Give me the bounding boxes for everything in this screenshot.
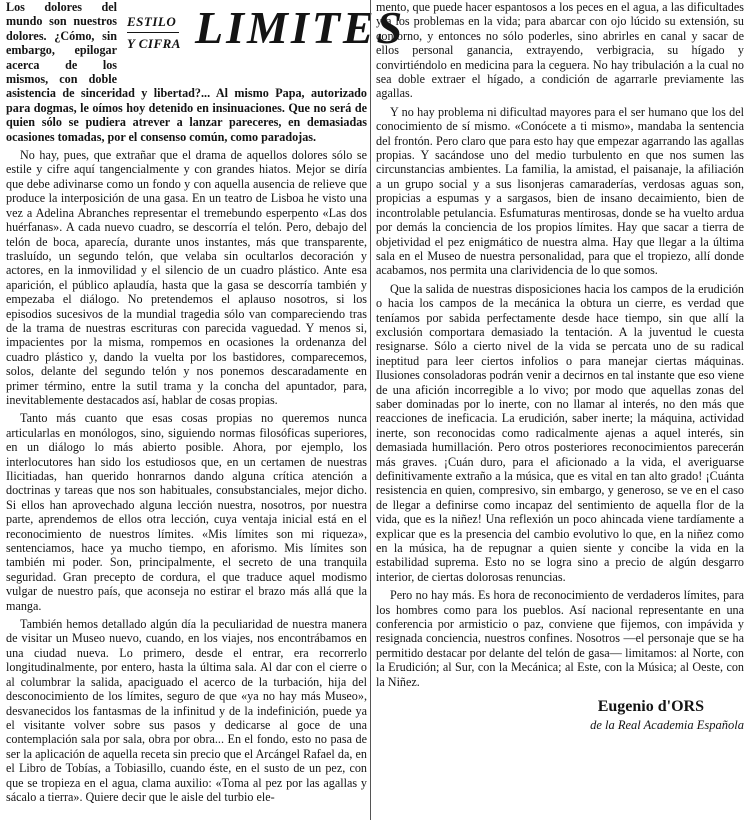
kicker-line-2: Y CIFRA	[127, 36, 181, 51]
paragraph-6: Y no hay problema ni dificultad mayores para el ser humano que los del conocimiento de sí mismo. «Conócete a ti mismo», mandaba la sentencia del frontón. Pero claro que para esto hay que empezar agarrando las agallas propias. Y sacándose uno del medio turbulento en que nos sumen las circunstancias ambientes. La familia, la amistad, el paisanaje, la afiliación a un grupo social y a sus lisonjeras camaraderías, verdosas aguas son, propicias a espumas y a sargasos, bien de insano decaimiento, bien de incontrolable petulancia. Esfumaturas mentirosas, donde se ha vuelto ardua por demás la conciencia de los propios límites. Hay que sacar a tierra de objetividad el pez enigmático de nuestra alma. Hay que llegar a la última sala en el Museo de nuestra personalidad, para que el tropiezo, allí donde acabamos, nos permita una clarividencia de lo que somos.	[376, 104, 744, 278]
kicker-line-1: ESTILO	[127, 14, 177, 29]
paragraph-3: Tanto más cuanto que esas cosas propias no queremos nunca articularlas en monólogos, sino, siguiendo normas filosóficas superiores, en un diálogo lo más abierto posible. Ahora, por ejemplo, los interlocutores han sido los estudiosos que, en un certamen de nuestras Ilicitiadas, han querido honrarnos dando alguna crítica atención a doctrinas y tareas que nos son habituales, consubstanciales, mejor dicho. Si ellos han aprovechado alguna lección nuestra, nosotros, por nuestra parte, aprendemos de ellos otra lección, cuya ventaja inicial está en el reconocimiento de nuestros límites. «Mis límites son mi riqueza», sentenciamos, hace ya mucho tiempo, en aforismo. Mis límites son también mi poder. Son, principalmente, el secreto de una tranquila seguridad. Gran precepto de cordura, el que traduce aquel modismo vulgar de nuestro país, que aconseja no estirar el brazo más allá que la manga.	[6, 411, 367, 613]
column-divider	[370, 0, 371, 820]
headline: LIMITES	[195, 2, 406, 53]
section-kicker	[127, 14, 181, 51]
paragraph-1: Los dolores del mundo son nuestros dolores. ¿Cómo, sin embargo, epilogar acerca de los mismos, con doble asistencia de sinceridad y libertad?... Al mismo Papa, autorizado para dogmas, le oímos hoy detenido en insinuaciones. Que no será de quien sólo se pudiera atrever a lanzar pareceres, en demasiadas ocasiones tomadas, por el consenso común, como paradojas.	[6, 0, 367, 144]
signature-block	[376, 697, 744, 733]
paragraph-7: Que la salida de nuestras disposiciones hacia los campos de la erudición o hacia los campos de la mecánica la obtura un cierre, es verdad que teníamos por sabida perfectamente desde hace tiempo, sin que allí la exclusión comportara demasiado la tentación. A la juventud le cuesta resignarse. Sólo a cierto nivel de la vida se percata uno de su radical ineptitud para leer ciertos infolios o para manejar ciertas máquinas. Ilusiones consoladoras podrán venir a decirnos en tal instante que eso viene de una afición incorregible a lo vivo; por modo que aquellas zonas del saber dominadas por lo inerte, con no llamar al interés, no den más que reacciones de ineficacia. La erudición, saber inerte; la máquina, actividad inerte, son reconocidas como radicalmente ajenas a aquel interés, sin demasiada humillación. Pero otros posteriores reconocimientos parecerán más graves. ¡Cuán duro, para el aficionado a la vida, el averiguarse definitivamente extraño a la música, que es vital en tan alto grado! ¡Cuánta resistencia en quien, compresivo, sin embargo, y generoso, se ve en el caso de llegar a definirse como incapaz del sentimiento de aquella flor de la vida, que es la niñez! Una reflexión un poco ahincada viene tardíamente a explicar que es la presencia del cambio evolutivo lo que, en la niñez como en la música, ha de repugnar a quien siente y concibe la vida en la estabilidad suprema. Esto no se logra sino a precio de algún desgarro interior, de ciertas dolorosas renuncias.	[376, 281, 744, 584]
paragraph-5: mento, que puede hacer espantosos a los peces en el agua, a las dificultades y a los problemas en la vida; para abarcar con ojo lúcido su extensión, su contorno, y entonces no sólo poderles, sino abrirles en canal y sacar de ellos personal ganancia, extrayendo, verbigracia, su hígado y convirtiéndolo en medicina para la ceguera. No hay tribulación a la cual no sea doble extraer el hígado, a condición de agarrarle previamente las agallas.	[376, 0, 744, 101]
author-affiliation: de la Real Academia Española	[590, 718, 744, 733]
paragraph-8: Pero no hay más. Es hora de reconocimiento de verdaderos límites, para los hombres como para los pueblos. Así nacional representante en una conferencia por armisticio o paz, conviene que fijemos, con impávida y resignada conciencia, nuestros confines. Nosotros —el personaje que se ha permitido destacar por delante del telón de gasa— limitamos: al Norte, con la Erudición; al Sur, con la Mecánica; al Este, con la Música; al Oeste, con la Niñez.	[376, 588, 744, 689]
paragraph-4: También hemos detallado algún día la peculiaridad de nuestra manera de visitar un Museo nuevo, cuando, en los viajes, nos encontrábamos en una ciudad nueva. Lo primero, desde el entrar, era recorrerlo longitudinalmente, por entero, hasta la última sala. Al dar con el cierre o al columbrar la salida, apaciguado el acerco de la turbación, hija del desconocimiento de los límites, seguro de que «ya no hay más Museo», desvanecidos los fantasmas de la infinitud y de la indefinición, puede ya el visitante volver sobre sus pasos y dedicarse al goce de una contemplación sala por sala, obra por obra... En el fondo, esto no pasa de ser la aplicación de aquella receta sin precio que el Arcángel Rafael da, en el Libro de Tobías, a Tobiasillo, cuando éste, en el susto de un pez, con que se tropieza en el agua, clama auxilio: «Toma al pez por las agallas y sácalo a tierra». Quiere decir que le aisle del turbio ele-	[6, 617, 367, 804]
paragraph-2: No hay, pues, que extrañar que el drama de aquellos dolores sólo se estile y cifre aquí tangencialmente y con grandes hiatos. Mejor se diría que debe adivinarse como un fondo y con aquella ausencia de relieve que produce la interposición de una gasa. En un teatro de Lisboa he visto una vez a Adelina Abranches representar el tremebundo esperpento «Las dos huérfanas». A cada nuevo cuadro, se descorría el telón. Pero, debajo del telón de boca, aparecía, durante unos instantes, más que transparente, trasluído, un segundo telón, que velaba sin ocultarlos decoración y actores, en la inmovilidad y el silencio de un cuadro plástico. Ante esa aparición, el público aplaudía, hasta que la gasa se descorría también y empezaba el diálogo. No pretendemos el aplauso nosotros, si los episodios sucesivos de la mundial tragedia sólo van compareciendo tras de la trama de nuestras escrituras con parecida vaguedad. Y menos si, impacientes por la misma, rompemos en ocasiones la ordenanza del cuadro plástico y, dando la vuelta por los bastidores, comparecemos, solos, delante del segundo telón y nos ponemos descaradamente en primer término, entre la sutil trama y la concha del apuntador, para, inevitablemente destacados así, hablar de cosas propias.	[6, 148, 367, 407]
title-block	[123, 0, 406, 76]
left-column	[6, 0, 406, 808]
right-column	[376, 0, 744, 733]
author-name: Eugenio d'ORS	[597, 698, 704, 716]
kicker-rule	[127, 32, 179, 33]
